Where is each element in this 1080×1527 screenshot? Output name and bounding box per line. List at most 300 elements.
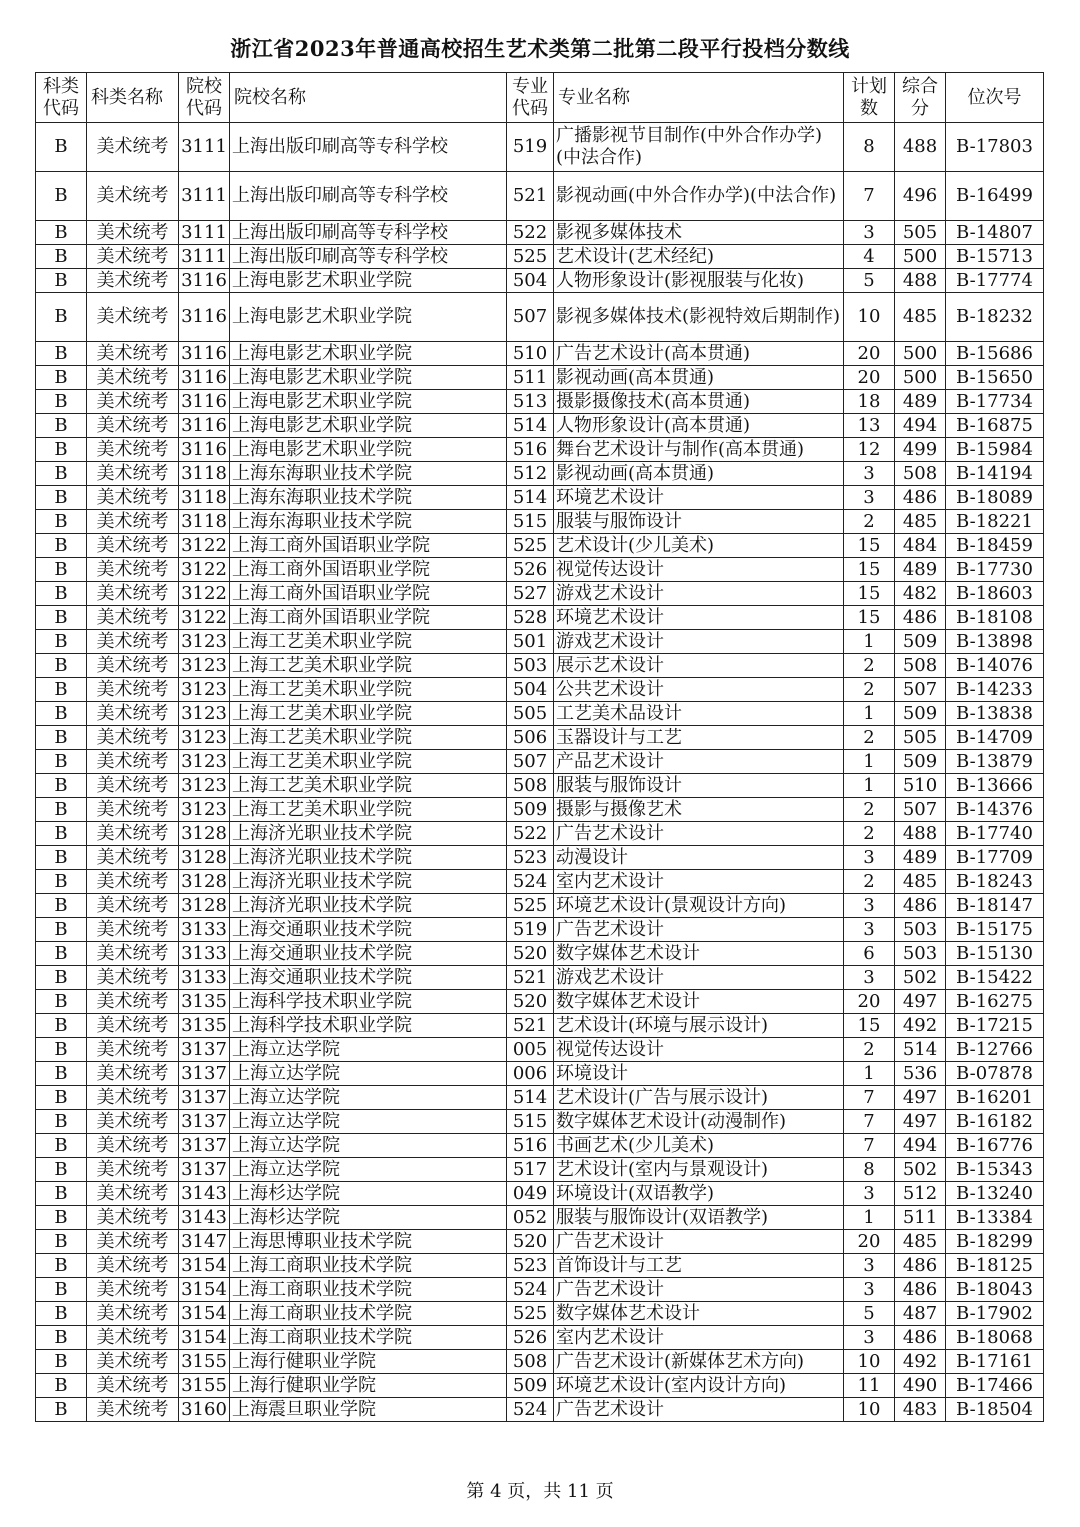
rank-cell: B-14194	[946, 462, 1044, 486]
major-code-cell: 524	[507, 1398, 554, 1422]
plan-count-cell: 2	[844, 654, 895, 678]
major-name-cell: 广告艺术设计	[554, 918, 844, 942]
school-code-cell: 3137	[179, 1110, 230, 1134]
school-name-cell: 上海立达学院	[230, 1038, 507, 1062]
major-name-cell: 广告艺术设计(高本贯通)	[554, 342, 844, 366]
major-code-cell: 508	[507, 774, 554, 798]
table-row	[36, 1278, 1044, 1302]
school-name-cell: 上海东海职业技术学院	[230, 510, 507, 534]
major-name-cell: 展示艺术设计	[554, 654, 844, 678]
major-name-cell: 影视动画(中外合作办学)(中法合作)	[554, 172, 844, 221]
category-code-cell: B	[36, 1014, 87, 1038]
score-cell: 514	[895, 1038, 946, 1062]
plan-count-cell: 3	[844, 894, 895, 918]
school-name-cell: 上海行健职业学院	[230, 1374, 507, 1398]
table-row	[36, 918, 1044, 942]
rank-cell: B-17740	[946, 822, 1044, 846]
category-name-cell: 美术统考	[87, 1374, 179, 1398]
major-name-cell: 舞台艺术设计与制作(高本贯通)	[554, 438, 844, 462]
major-name-cell: 广告艺术设计	[554, 822, 844, 846]
major-code-cell: 508	[507, 1350, 554, 1374]
column-header-line: 数	[860, 97, 878, 119]
major-name-cell: 视觉传达设计	[554, 558, 844, 582]
score-cell: 489	[895, 558, 946, 582]
school-name-cell: 上海工艺美术职业学院	[230, 678, 507, 702]
major-name-cell: 广告艺术设计	[554, 1398, 844, 1422]
table-row	[36, 702, 1044, 726]
plan-count-cell: 1	[844, 702, 895, 726]
major-name-cell: 产品艺术设计	[554, 750, 844, 774]
column-header-line: 分	[911, 97, 929, 119]
major-name-cell: 室内艺术设计	[554, 870, 844, 894]
plan-count-cell: 3	[844, 966, 895, 990]
plan-count-cell: 10	[844, 1398, 895, 1422]
major-name-cell: 广播影视节目制作(中外合作办学)(中法合作)	[554, 123, 844, 172]
score-cell: 488	[895, 822, 946, 846]
category-name-cell: 美术统考	[87, 1230, 179, 1254]
major-code-cell: 522	[507, 822, 554, 846]
rank-cell: B-17734	[946, 390, 1044, 414]
rank-cell: B-17902	[946, 1302, 1044, 1326]
category-code-cell: B	[36, 1230, 87, 1254]
score-cell: 492	[895, 1014, 946, 1038]
table-row	[36, 1086, 1044, 1110]
rank-cell: B-17161	[946, 1350, 1044, 1374]
major-name-cell: 玉器设计与工艺	[554, 726, 844, 750]
score-cell: 486	[895, 606, 946, 630]
score-cell: 488	[895, 269, 946, 293]
score-cell: 508	[895, 654, 946, 678]
score-cell: 505	[895, 221, 946, 245]
category-code-cell: B	[36, 966, 87, 990]
school-name-cell: 上海济光职业技术学院	[230, 822, 507, 846]
school-code-cell: 3128	[179, 846, 230, 870]
column-header-line: 代码	[43, 97, 79, 119]
category-code-cell: B	[36, 630, 87, 654]
table-row	[36, 750, 1044, 774]
major-name-cell: 广告艺术设计	[554, 1230, 844, 1254]
plan-count-cell: 4	[844, 245, 895, 269]
major-code-cell: 507	[507, 750, 554, 774]
rank-cell: B-18221	[946, 510, 1044, 534]
rank-cell: B-15686	[946, 342, 1044, 366]
category-code-cell: B	[36, 366, 87, 390]
category-code-cell: B	[36, 942, 87, 966]
category-code-cell: B	[36, 774, 87, 798]
plan-count-cell: 13	[844, 414, 895, 438]
category-code-cell: B	[36, 172, 87, 221]
table-row	[36, 366, 1044, 390]
school-name-cell: 上海出版印刷高等专科学校	[230, 123, 507, 172]
category-code-cell: B	[36, 293, 87, 342]
table-row	[36, 822, 1044, 846]
major-code-cell: 526	[507, 558, 554, 582]
rank-cell: B-18068	[946, 1326, 1044, 1350]
school-code-cell: 3111	[179, 245, 230, 269]
school-name-cell: 上海工商外国语职业学院	[230, 534, 507, 558]
category-code-cell: B	[36, 918, 87, 942]
rank-cell: B-17215	[946, 1014, 1044, 1038]
category-name-cell: 美术统考	[87, 1182, 179, 1206]
school-code-cell: 3122	[179, 534, 230, 558]
major-name-cell: 环境艺术设计	[554, 606, 844, 630]
column-header-line: 科类名称	[91, 86, 163, 108]
table-row	[36, 1350, 1044, 1374]
rank-cell: B-17466	[946, 1374, 1044, 1398]
score-cell: 489	[895, 846, 946, 870]
rank-cell: B-13879	[946, 750, 1044, 774]
column-header-line: 院校	[186, 75, 222, 97]
column-header-line: 综合	[902, 75, 938, 97]
category-name-cell: 美术统考	[87, 942, 179, 966]
plan-count-cell: 15	[844, 534, 895, 558]
school-code-cell: 3133	[179, 942, 230, 966]
school-code-cell: 3122	[179, 606, 230, 630]
plan-count-cell: 3	[844, 1254, 895, 1278]
plan-count-cell: 3	[844, 1326, 895, 1350]
school-code-cell: 3123	[179, 702, 230, 726]
plan-count-cell: 1	[844, 1206, 895, 1230]
table-row	[36, 390, 1044, 414]
major-code-cell: 519	[507, 123, 554, 172]
school-code-cell: 3128	[179, 894, 230, 918]
table-row	[36, 123, 1044, 172]
school-name-cell: 上海电影艺术职业学院	[230, 438, 507, 462]
table-row	[36, 1134, 1044, 1158]
major-name-cell: 艺术设计(艺术经纪)	[554, 245, 844, 269]
column-header	[946, 73, 1044, 123]
table-row	[36, 1014, 1044, 1038]
major-code-cell: 525	[507, 894, 554, 918]
plan-count-cell: 10	[844, 293, 895, 342]
category-code-cell: B	[36, 1038, 87, 1062]
plan-count-cell: 10	[844, 1350, 895, 1374]
table-row	[36, 342, 1044, 366]
category-code-cell: B	[36, 822, 87, 846]
major-name-cell: 艺术设计(少儿美术)	[554, 534, 844, 558]
column-header	[230, 73, 507, 123]
rank-cell: B-18299	[946, 1230, 1044, 1254]
category-name-cell: 美术统考	[87, 172, 179, 221]
category-name-cell: 美术统考	[87, 510, 179, 534]
category-code-cell: B	[36, 269, 87, 293]
major-code-cell: 505	[507, 702, 554, 726]
major-name-cell: 服装与服饰设计	[554, 510, 844, 534]
school-name-cell: 上海工艺美术职业学院	[230, 774, 507, 798]
school-code-cell: 3133	[179, 918, 230, 942]
school-name-cell: 上海科学技术职业学院	[230, 1014, 507, 1038]
score-cell: 502	[895, 1158, 946, 1182]
school-code-cell: 3116	[179, 342, 230, 366]
column-header-line: 院校名称	[234, 86, 306, 108]
major-name-cell: 环境艺术设计(景观设计方向)	[554, 894, 844, 918]
school-name-cell: 上海出版印刷高等专科学校	[230, 221, 507, 245]
major-name-cell: 游戏艺术设计	[554, 966, 844, 990]
category-name-cell: 美术统考	[87, 462, 179, 486]
category-code-cell: B	[36, 1110, 87, 1134]
school-name-cell: 上海电影艺术职业学院	[230, 269, 507, 293]
rank-cell: B-15984	[946, 438, 1044, 462]
rank-cell: B-15175	[946, 918, 1044, 942]
major-code-cell: 049	[507, 1182, 554, 1206]
major-name-cell: 动漫设计	[554, 846, 844, 870]
score-cell: 486	[895, 486, 946, 510]
category-name-cell: 美术统考	[87, 438, 179, 462]
major-name-cell: 数字媒体艺术设计(动漫制作)	[554, 1110, 844, 1134]
score-cell: 502	[895, 966, 946, 990]
major-code-cell: 524	[507, 1278, 554, 1302]
score-cell: 536	[895, 1062, 946, 1086]
table-row	[36, 846, 1044, 870]
rank-cell: B-14376	[946, 798, 1044, 822]
category-name-cell: 美术统考	[87, 1350, 179, 1374]
table-row	[36, 726, 1044, 750]
score-cell: 482	[895, 582, 946, 606]
plan-count-cell: 1	[844, 630, 895, 654]
school-code-cell: 3123	[179, 678, 230, 702]
column-header-line: 科类	[43, 75, 79, 97]
school-code-cell: 3154	[179, 1326, 230, 1350]
school-name-cell: 上海工艺美术职业学院	[230, 798, 507, 822]
major-name-cell: 人物形象设计(影视服装与化妆)	[554, 269, 844, 293]
table-row	[36, 269, 1044, 293]
score-cell: 496	[895, 172, 946, 221]
score-cell: 483	[895, 1398, 946, 1422]
school-code-cell: 3137	[179, 1158, 230, 1182]
school-name-cell: 上海工艺美术职业学院	[230, 726, 507, 750]
table-row	[36, 558, 1044, 582]
major-code-cell: 522	[507, 221, 554, 245]
plan-count-cell: 6	[844, 942, 895, 966]
major-name-cell: 游戏艺术设计	[554, 582, 844, 606]
table-row	[36, 990, 1044, 1014]
major-name-cell: 影视动画(高本贯通)	[554, 462, 844, 486]
category-code-cell: B	[36, 462, 87, 486]
plan-count-cell: 2	[844, 822, 895, 846]
major-code-cell: 515	[507, 1110, 554, 1134]
school-name-cell: 上海电影艺术职业学院	[230, 390, 507, 414]
page-title: 浙江省2023年普通高校招生艺术类第二批第二段平行投档分数线	[230, 36, 850, 61]
score-cell: 507	[895, 798, 946, 822]
plan-count-cell: 5	[844, 1302, 895, 1326]
plan-count-cell: 1	[844, 774, 895, 798]
major-name-cell: 服装与服饰设计(双语教学)	[554, 1206, 844, 1230]
score-cell: 507	[895, 678, 946, 702]
plan-count-cell: 3	[844, 918, 895, 942]
school-code-cell: 3137	[179, 1038, 230, 1062]
table-row	[36, 798, 1044, 822]
plan-count-cell: 3	[844, 462, 895, 486]
major-name-cell: 摄影摄像技术(高本贯通)	[554, 390, 844, 414]
category-code-cell: B	[36, 414, 87, 438]
major-code-cell: 520	[507, 1230, 554, 1254]
major-name-cell: 环境艺术设计	[554, 486, 844, 510]
plan-count-cell: 2	[844, 1038, 895, 1062]
major-code-cell: 520	[507, 990, 554, 1014]
score-cell: 509	[895, 630, 946, 654]
table-row	[36, 1398, 1044, 1422]
table-row	[36, 942, 1044, 966]
category-code-cell: B	[36, 486, 87, 510]
major-name-cell: 数字媒体艺术设计	[554, 1302, 844, 1326]
plan-count-cell: 18	[844, 390, 895, 414]
school-name-cell: 上海工商职业技术学院	[230, 1278, 507, 1302]
table-row	[36, 1038, 1044, 1062]
major-code-cell: 528	[507, 606, 554, 630]
rank-cell: B-17803	[946, 123, 1044, 172]
score-cell: 487	[895, 1302, 946, 1326]
school-name-cell: 上海震旦职业学院	[230, 1398, 507, 1422]
school-name-cell: 上海工艺美术职业学院	[230, 702, 507, 726]
category-name-cell: 美术统考	[87, 726, 179, 750]
category-code-cell: B	[36, 558, 87, 582]
score-cell: 509	[895, 750, 946, 774]
category-code-cell: B	[36, 582, 87, 606]
plan-count-cell: 20	[844, 342, 895, 366]
rank-cell: B-18603	[946, 582, 1044, 606]
plan-count-cell: 20	[844, 366, 895, 390]
major-name-cell: 环境艺术设计(室内设计方向)	[554, 1374, 844, 1398]
major-code-cell: 504	[507, 678, 554, 702]
school-code-cell: 3111	[179, 221, 230, 245]
major-name-cell: 环境设计	[554, 1062, 844, 1086]
category-code-cell: B	[36, 510, 87, 534]
plan-count-cell: 12	[844, 438, 895, 462]
rank-cell: B-13666	[946, 774, 1044, 798]
plan-count-cell: 7	[844, 1134, 895, 1158]
column-header	[36, 73, 87, 123]
rank-cell: B-15343	[946, 1158, 1044, 1182]
school-name-cell: 上海电影艺术职业学院	[230, 342, 507, 366]
rank-cell: B-18504	[946, 1398, 1044, 1422]
school-name-cell: 上海工商职业技术学院	[230, 1254, 507, 1278]
major-code-cell: 509	[507, 1374, 554, 1398]
plan-count-cell: 2	[844, 870, 895, 894]
score-cell: 505	[895, 726, 946, 750]
school-name-cell: 上海出版印刷高等专科学校	[230, 172, 507, 221]
category-name-cell: 美术统考	[87, 366, 179, 390]
category-code-cell: B	[36, 894, 87, 918]
category-code-cell: B	[36, 1182, 87, 1206]
category-code-cell: B	[36, 1158, 87, 1182]
table-row	[36, 245, 1044, 269]
table-row	[36, 534, 1044, 558]
category-name-cell: 美术统考	[87, 1302, 179, 1326]
school-name-cell: 上海电影艺术职业学院	[230, 366, 507, 390]
category-code-cell: B	[36, 870, 87, 894]
school-code-cell: 3118	[179, 462, 230, 486]
major-name-cell: 艺术设计(广告与展示设计)	[554, 1086, 844, 1110]
table-row	[36, 221, 1044, 245]
table-header	[36, 73, 1044, 123]
major-code-cell: 514	[507, 414, 554, 438]
rank-cell: B-16875	[946, 414, 1044, 438]
column-header	[179, 73, 230, 123]
rank-cell: B-15130	[946, 942, 1044, 966]
column-header-line: 代码	[186, 97, 222, 119]
rank-cell: B-17774	[946, 269, 1044, 293]
rank-cell: B-18147	[946, 894, 1044, 918]
column-header	[554, 73, 844, 123]
school-name-cell: 上海工商外国语职业学院	[230, 582, 507, 606]
category-name-cell: 美术统考	[87, 1398, 179, 1422]
table-row	[36, 774, 1044, 798]
major-code-cell: 005	[507, 1038, 554, 1062]
table-row	[36, 654, 1044, 678]
major-code-cell: 525	[507, 534, 554, 558]
school-code-cell: 3137	[179, 1062, 230, 1086]
category-name-cell: 美术统考	[87, 630, 179, 654]
category-code-cell: B	[36, 245, 87, 269]
rank-cell: B-17709	[946, 846, 1044, 870]
major-code-cell: 514	[507, 1086, 554, 1110]
plan-count-cell: 11	[844, 1374, 895, 1398]
category-name-cell: 美术统考	[87, 1134, 179, 1158]
plan-count-cell: 15	[844, 558, 895, 582]
school-code-cell: 3154	[179, 1278, 230, 1302]
plan-count-cell: 8	[844, 123, 895, 172]
major-code-cell: 501	[507, 630, 554, 654]
table-body	[36, 123, 1044, 1422]
category-name-cell: 美术统考	[87, 1014, 179, 1038]
rank-cell: B-13384	[946, 1206, 1044, 1230]
category-code-cell: B	[36, 798, 87, 822]
category-name-cell: 美术统考	[87, 123, 179, 172]
column-header-line: 代码	[512, 97, 548, 119]
rank-cell: B-13240	[946, 1182, 1044, 1206]
category-name-cell: 美术统考	[87, 269, 179, 293]
rank-cell: B-16201	[946, 1086, 1044, 1110]
category-name-cell: 美术统考	[87, 606, 179, 630]
table-row	[36, 630, 1044, 654]
school-name-cell: 上海交通职业技术学院	[230, 918, 507, 942]
category-name-cell: 美术统考	[87, 582, 179, 606]
school-name-cell: 上海工商外国语职业学院	[230, 606, 507, 630]
school-name-cell: 上海立达学院	[230, 1086, 507, 1110]
score-cell: 486	[895, 1278, 946, 1302]
category-code-cell: B	[36, 438, 87, 462]
school-code-cell: 3143	[179, 1182, 230, 1206]
category-code-cell: B	[36, 534, 87, 558]
category-name-cell: 美术统考	[87, 221, 179, 245]
major-name-cell: 室内艺术设计	[554, 1326, 844, 1350]
rank-cell: B-13838	[946, 702, 1044, 726]
score-cell: 485	[895, 1230, 946, 1254]
school-name-cell: 上海电影艺术职业学院	[230, 414, 507, 438]
category-code-cell: B	[36, 342, 87, 366]
major-code-cell: 524	[507, 870, 554, 894]
major-name-cell: 公共艺术设计	[554, 678, 844, 702]
major-code-cell: 523	[507, 846, 554, 870]
score-cell: 485	[895, 870, 946, 894]
score-cell: 494	[895, 1134, 946, 1158]
category-code-cell: B	[36, 990, 87, 1014]
school-name-cell: 上海工商外国语职业学院	[230, 558, 507, 582]
category-name-cell: 美术统考	[87, 822, 179, 846]
category-name-cell: 美术统考	[87, 1326, 179, 1350]
category-name-cell: 美术统考	[87, 390, 179, 414]
school-code-cell: 3135	[179, 1014, 230, 1038]
category-code-cell: B	[36, 1350, 87, 1374]
school-code-cell: 3116	[179, 269, 230, 293]
school-code-cell: 3116	[179, 438, 230, 462]
category-name-cell: 美术统考	[87, 342, 179, 366]
school-code-cell: 3116	[179, 293, 230, 342]
school-code-cell: 3118	[179, 510, 230, 534]
category-name-cell: 美术统考	[87, 750, 179, 774]
major-name-cell: 摄影与摄像艺术	[554, 798, 844, 822]
column-header	[507, 73, 554, 123]
